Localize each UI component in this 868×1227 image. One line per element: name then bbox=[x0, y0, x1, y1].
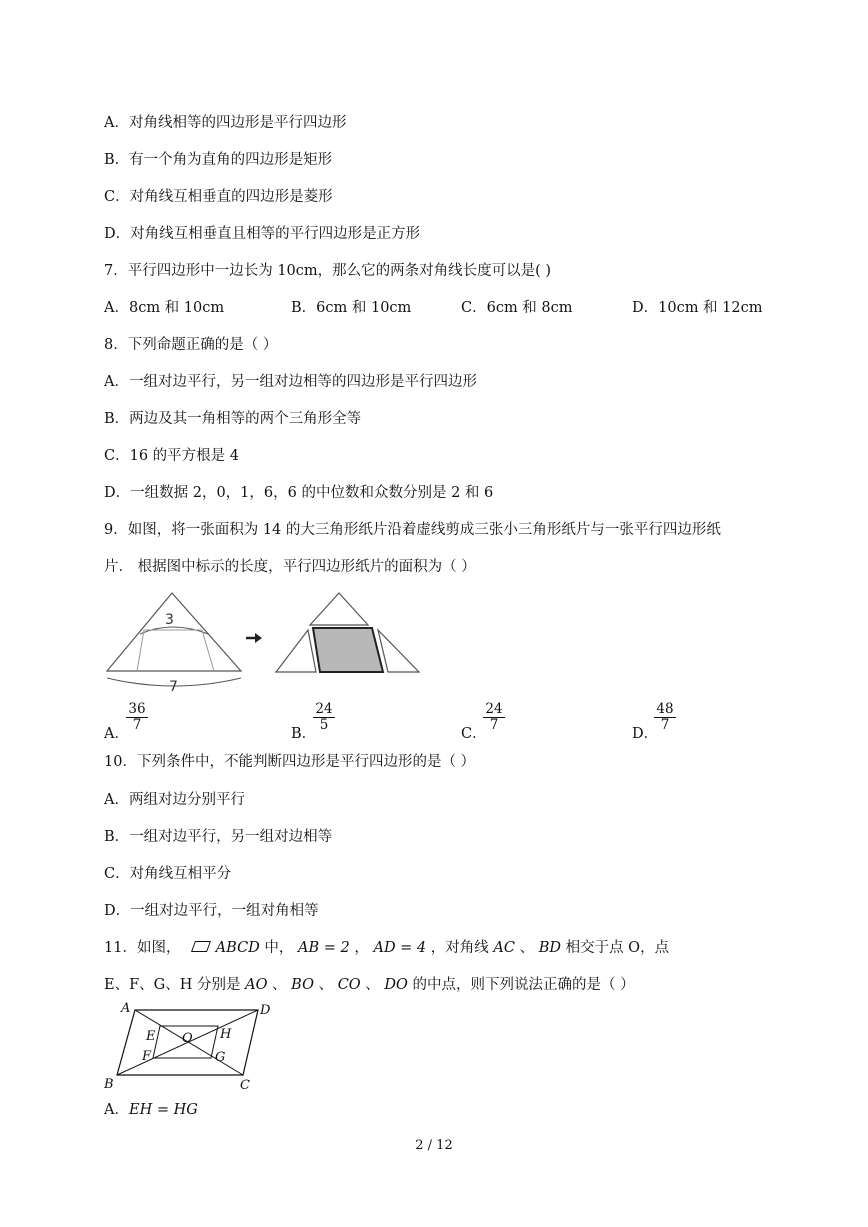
point-e-label: E bbox=[146, 1029, 156, 1044]
cut-left bbox=[137, 630, 144, 671]
cut-right bbox=[202, 630, 214, 671]
q11-stem-line1: 11．如图， ABCD 中， AB = 2 ， AD = 4 ，对角线 AC 、 BD 相交于点 O，点 bbox=[104, 940, 670, 956]
point-h-label: H bbox=[220, 1027, 232, 1042]
q8-option-a: A．一组对边平行，另一组对边相等的四边形是平行四边形 bbox=[104, 374, 477, 390]
q7-option-a: A．8cm 和 10cm bbox=[104, 300, 225, 316]
q9-figure bbox=[104, 590, 424, 700]
q9-stem-line1: 9．如图，将一张面积为 14 的大三角形纸片沿着虚线剪成三张小三角形纸片与一张平行四边形纸 bbox=[104, 522, 721, 538]
piece-parallelogram bbox=[313, 628, 383, 672]
q11-option-a: A．EH = HG bbox=[104, 1102, 198, 1118]
q7-option-b: B．6cm 和 10cm bbox=[291, 300, 412, 316]
q8-option-d: D．一组数据 2，0，1，6，6 的中位数和众数分别是 2 和 6 bbox=[104, 485, 494, 501]
point-d-label: D bbox=[260, 1003, 271, 1018]
piece-left-triangle bbox=[276, 630, 316, 672]
q6-option-b: B．有一个角为直角的四边形是矩形 bbox=[104, 152, 333, 168]
q7-option-c: C．6cm 和 8cm bbox=[461, 300, 573, 316]
q9-option-c-fraction: $\frac{24}{7}$ bbox=[483, 702, 505, 733]
q9-option-c-label: C． bbox=[461, 726, 487, 742]
q8-option-b: B．两边及其一角相等的两个三角形全等 bbox=[104, 411, 362, 427]
q7-stem: 7．平行四边形中一边长为 10cm，那么它的两条对角线长度可以是( ) bbox=[104, 263, 552, 279]
q8-option-c: C．16 的平方根是 4 bbox=[104, 448, 239, 464]
q11-stem-line2: E、F、G、H 分别是 AO 、 BO 、 CO 、 DO 的中点，则下列说法正确的是（ ） bbox=[104, 977, 635, 993]
q6-option-a: A．对角线相等的四边形是平行四边形 bbox=[104, 115, 347, 131]
q10-stem: 10．下列条件中，不能判断四边形是平行四边形的是（ ） bbox=[104, 754, 476, 770]
q9-stem-line2: 片． 根据图中标示的长度，平行四边形纸片的面积为（ ） bbox=[104, 559, 476, 575]
parallelogram-icon bbox=[191, 941, 211, 952]
q6-option-d: D．对角线互相垂直且相等的平行四边形是正方形 bbox=[104, 226, 421, 242]
point-f-label: F bbox=[142, 1049, 152, 1064]
q10-option-c: C．对角线互相平分 bbox=[104, 866, 232, 882]
label-7: 7 bbox=[169, 679, 178, 695]
arrow-icon bbox=[246, 633, 262, 643]
big-triangle bbox=[107, 593, 241, 671]
q11-figure bbox=[100, 1000, 280, 1095]
q9-option-b-label: B． bbox=[291, 726, 317, 742]
point-g-label: G bbox=[215, 1050, 226, 1065]
q10-option-a: A．两组对边分别平行 bbox=[104, 792, 245, 808]
point-a-label: A bbox=[121, 1001, 131, 1016]
q9-option-d-label: D． bbox=[632, 726, 659, 742]
q6-option-c: C．对角线互相垂直的四边形是菱形 bbox=[104, 189, 333, 205]
point-o-label: O bbox=[182, 1031, 193, 1046]
q10-option-d: D．一组对边平行，一组对角相等 bbox=[104, 903, 319, 919]
piece-top-triangle bbox=[310, 593, 368, 625]
point-c-label: C bbox=[240, 1078, 250, 1093]
q9-option-b-fraction: $\frac{24}{5}$ bbox=[313, 702, 335, 733]
q9-option-a-label: A． bbox=[104, 726, 129, 742]
q10-option-b: B．一组对边平行，另一组对边相等 bbox=[104, 829, 333, 845]
point-b-label: B bbox=[104, 1077, 114, 1092]
piece-right-triangle bbox=[378, 630, 419, 672]
q9-option-a-fraction: $\frac{36}{7}$ bbox=[126, 702, 148, 733]
q8-stem: 8．下列命题正确的是（ ） bbox=[104, 337, 278, 353]
page-number: 2 / 12 bbox=[415, 1138, 453, 1153]
label-3: 3 bbox=[165, 612, 174, 628]
q9-option-d-fraction: $\frac{48}{7}$ bbox=[654, 702, 676, 733]
q7-option-d: D．10cm 和 12cm bbox=[632, 300, 763, 316]
